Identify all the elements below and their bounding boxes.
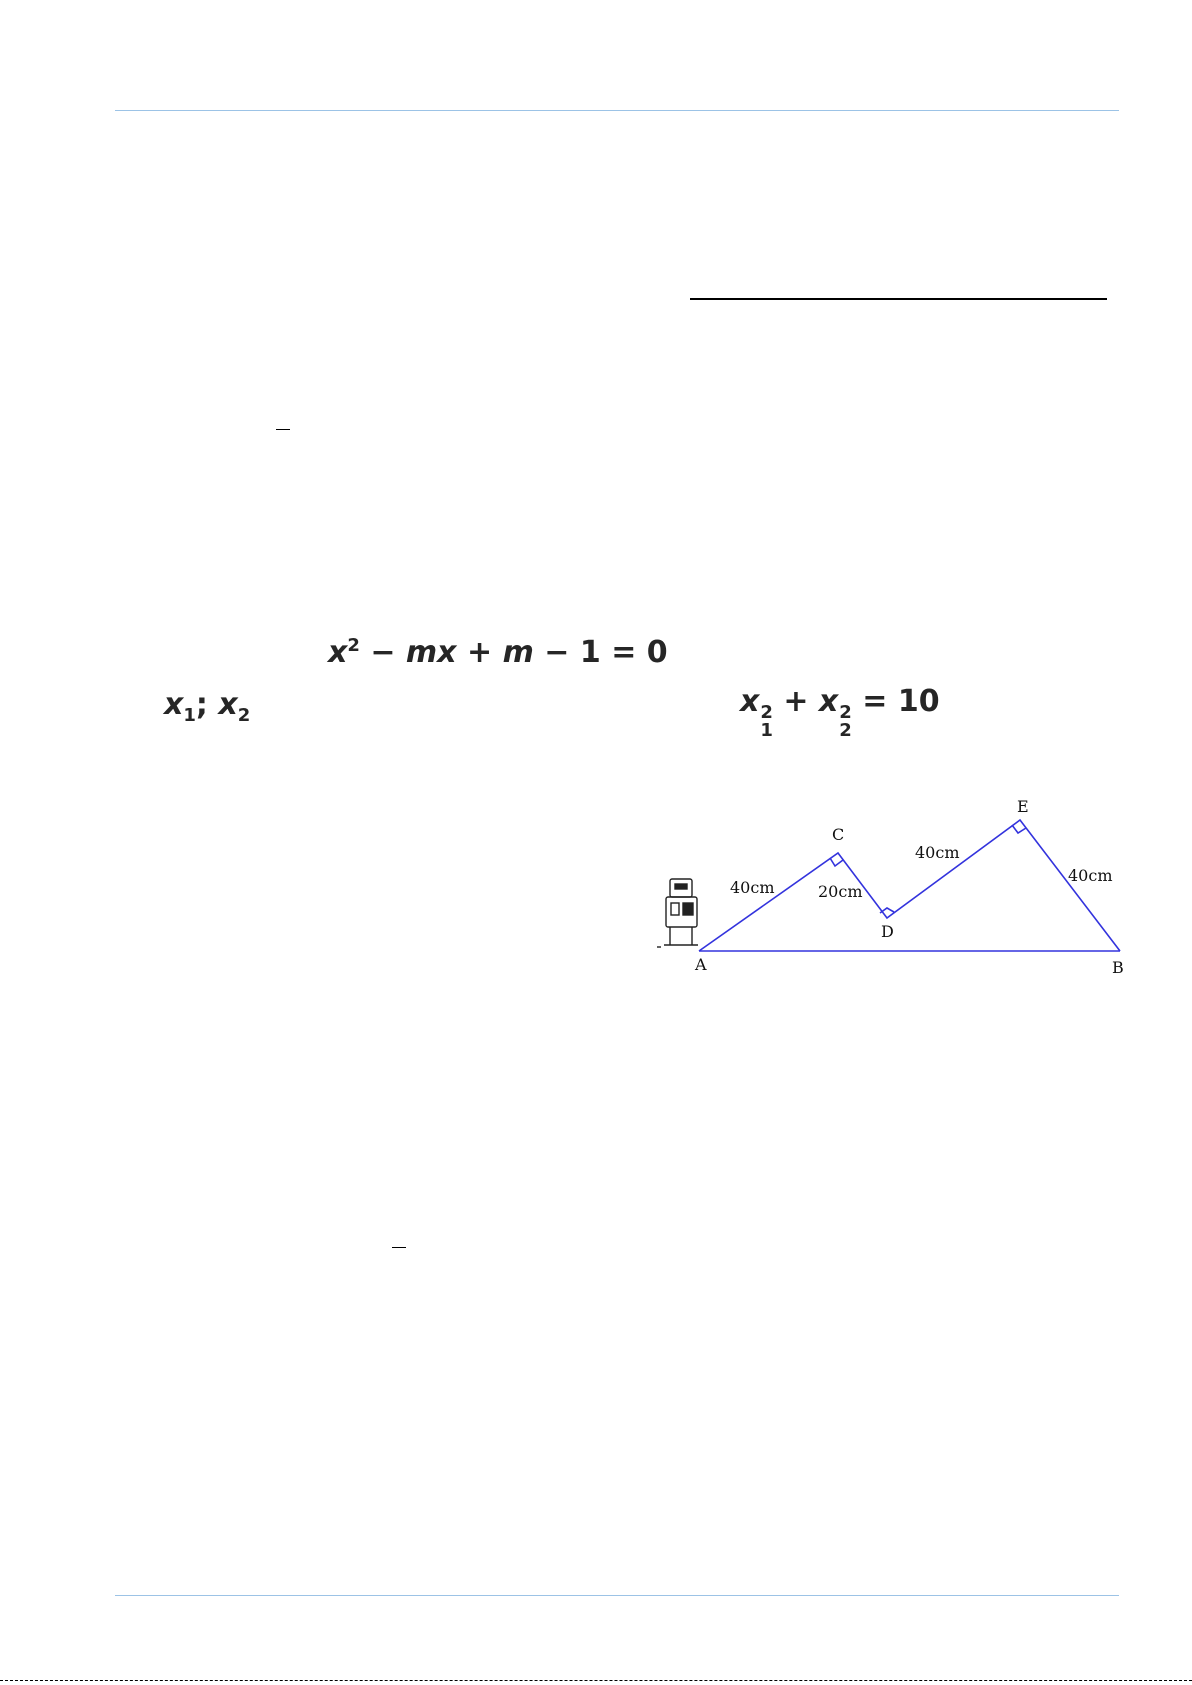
length-eb-label: 40cm [1068,866,1113,885]
fraction-bar [276,429,290,430]
length-de-label: 40cm [915,843,960,862]
point-a-label: A [695,955,707,974]
point-e-label: E [1017,797,1029,816]
point-c-label: C [832,825,845,844]
fraction-bar-2 [392,1247,406,1248]
footer-rule [115,1595,1119,1596]
header-rule [115,110,1119,111]
robot-icon [657,879,698,947]
roots-label: $x_1$; $x_2$ [164,687,251,726]
page-edge [0,1680,1192,1681]
quadratic-equation: $x^2$ − mx + m − 1 = 0 [328,635,668,670]
length-cd-label: 20cm [818,882,863,901]
roots-condition: x 2 1 + x 2 2 = 10 [740,684,940,741]
point-b-label: B [1112,958,1124,977]
point-d-label: D [881,922,894,941]
length-ac-label: 40cm [730,878,775,897]
answer-line [690,298,1107,300]
path-diagram [655,790,1135,980]
